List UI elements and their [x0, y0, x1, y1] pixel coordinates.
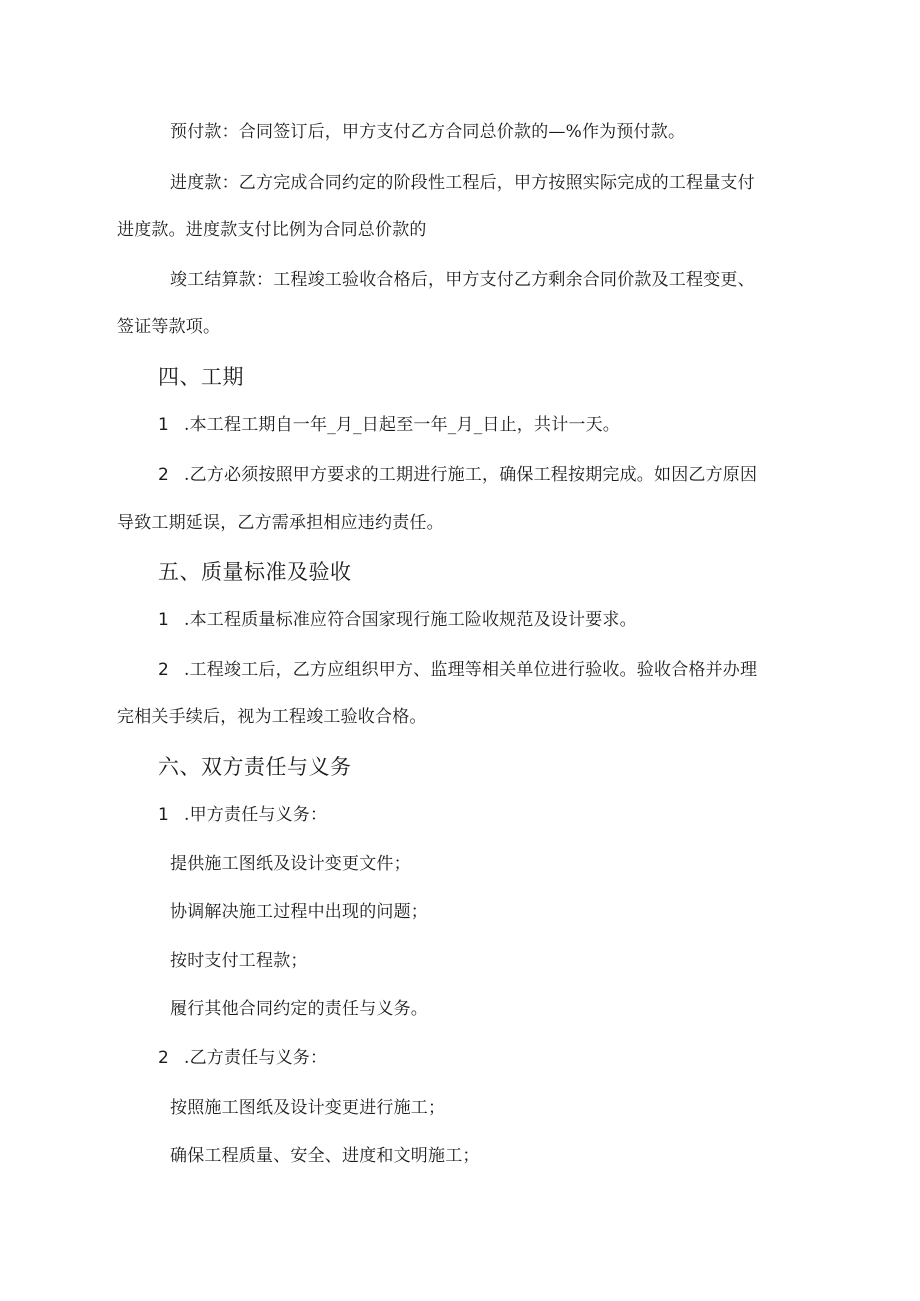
item-text: .乙方责任与义务：: [184, 1048, 328, 1068]
quality-item-2-line2: 完相关手续后，视为工程竣工验收合格。: [117, 707, 427, 727]
item-text: .甲方责任与义务：: [184, 805, 328, 825]
item-number: 1: [158, 415, 170, 435]
party-a-item: 按时支付工程款；: [170, 951, 308, 971]
item-number: 2: [158, 465, 170, 485]
item-number: 1: [158, 610, 170, 630]
final-payment-text-line1: 竣工结算款：工程竣工验收合格后，甲方支付乙方剩余合同价款及工程变更、: [170, 270, 755, 290]
party-a-item: 提供施工图纸及设计变更文件；: [170, 854, 411, 874]
item-text: .本工程质量标准应符合国家现行施工险收规范及设计要求。: [184, 610, 637, 630]
progress-payment-text-line2: 进度款。进度款支付比例为合同总价款的: [117, 220, 427, 240]
party-b-item: 确保工程质量、安全、进度和文明施工；: [170, 1146, 480, 1166]
quality-item-1: [158, 608, 637, 632]
section-heading-responsibilities: 六、双方责任与义务: [158, 755, 352, 779]
section-heading-quality: 五、质量标准及验收: [158, 560, 352, 584]
item-text: .乙方必须按照甲方要求的工期进行施工，确保工程按期完成。如因乙方原因: [184, 465, 758, 485]
section-heading-schedule: 四、工期: [158, 365, 244, 389]
advance-payment-text: 预付款：合同签订后，甲方支付乙方合同总价款的—%作为预付款。: [170, 122, 686, 142]
party-b-title: [158, 1046, 327, 1070]
party-a-item: 协调解决施工过程中出现的问题；: [170, 902, 428, 922]
item-number: 2: [158, 1048, 170, 1068]
schedule-item-2-line2: 导致工期延误，乙方需承担相应违约责任。: [117, 513, 444, 533]
item-text: .工程竣工后，乙方应组织甲方、监理等相关单位进行验收。验收合格并办理: [184, 660, 758, 680]
schedule-item-1: [158, 413, 620, 437]
item-text: .本工程工期自一年_月_日起至一年_月_日止，共计一天。: [184, 415, 621, 435]
progress-payment-text-line1: 进度款：乙方完成合同约定的阶段性工程后，甲方按照实际完成的工程量支付: [170, 173, 755, 193]
party-a-item: 履行其他合同约定的责任与义务。: [170, 999, 428, 1019]
schedule-item-2-line1: [158, 463, 757, 487]
quality-item-2-line1: [158, 658, 757, 682]
party-a-title: [158, 803, 327, 827]
final-payment-text-line2: 签证等款项。: [117, 317, 221, 337]
party-b-item: 按照施工图纸及设计变更进行施工；: [170, 1098, 446, 1118]
item-number: 1: [158, 805, 170, 825]
item-number: 2: [158, 660, 170, 680]
